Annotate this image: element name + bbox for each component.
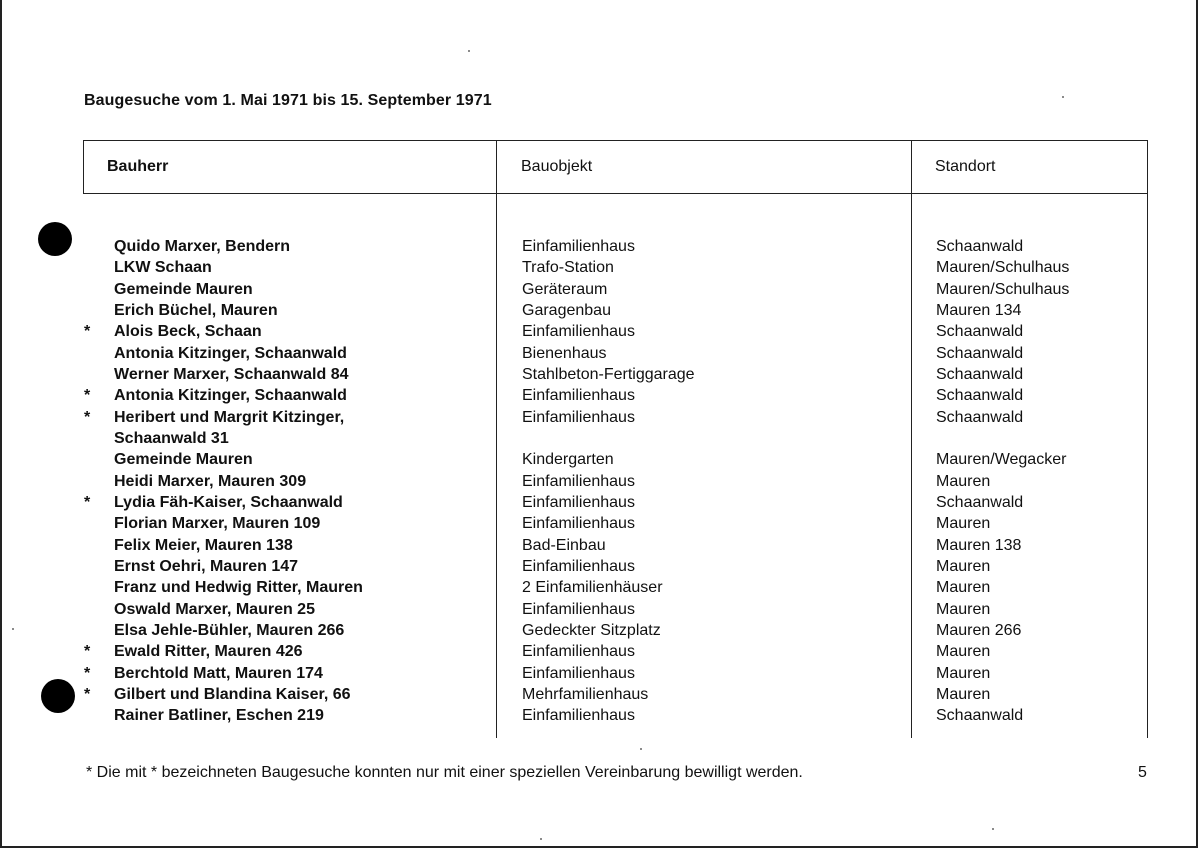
table-row	[98, 535, 498, 556]
standort-cell: Mauren 138	[936, 536, 1022, 554]
scan-speck	[540, 838, 542, 840]
table-row	[936, 364, 1146, 385]
table-row	[98, 620, 498, 641]
table-row	[98, 577, 498, 598]
table-row	[522, 300, 902, 321]
table-row	[522, 684, 902, 705]
table-row	[522, 663, 902, 684]
bauherr-cell: Heribert und Margrit Kitzinger, Schaanwald 31	[114, 408, 345, 447]
table-row	[936, 236, 1146, 257]
bauobjekt-cell: Einfamilienhaus	[522, 600, 635, 618]
standort-cell: Mauren	[936, 664, 991, 682]
table-row	[936, 471, 1146, 492]
table-row	[522, 364, 902, 385]
table-row	[84, 641, 498, 662]
table-row	[522, 620, 902, 641]
scan-speck	[640, 748, 642, 750]
table-row	[522, 556, 902, 577]
table-row	[522, 321, 902, 342]
table-row	[522, 279, 902, 300]
bauherr-cell: Rainer Batliner, Eschen 219	[114, 707, 324, 725]
asterisk-marker: *	[84, 685, 91, 703]
table-row	[936, 556, 1146, 577]
table-row	[98, 513, 498, 534]
table-row	[936, 577, 1146, 598]
bauobjekt-cell: Bienenhaus	[522, 344, 607, 362]
punch-hole-top	[38, 222, 72, 256]
table-row	[936, 599, 1146, 620]
table-row	[936, 641, 1146, 662]
asterisk-marker: *	[84, 664, 91, 682]
table-row	[84, 385, 498, 406]
standort-cell: Mauren	[936, 472, 991, 490]
table-row	[522, 257, 902, 278]
standort-cell: Mauren	[936, 515, 991, 533]
table-row	[522, 449, 902, 470]
table-row	[936, 279, 1146, 300]
bauobjekt-cell: Einfamilienhaus	[522, 557, 635, 575]
column-bauherr	[84, 236, 498, 727]
standort-cell: Mauren 266	[936, 621, 1022, 639]
table-row	[98, 705, 498, 726]
table-row	[936, 663, 1146, 684]
bauobjekt-cell: Einfamilienhaus	[522, 515, 635, 533]
bauobjekt-cell: Einfamilienhaus	[522, 472, 635, 490]
table-row	[522, 471, 902, 492]
table-row	[522, 705, 902, 726]
standort-cell: Schaanwald	[936, 707, 1024, 725]
bauobjekt-cell: Gedeckter Sitzplatz	[522, 621, 661, 639]
standort-cell: Schaanwald	[936, 493, 1024, 511]
table-header-rule	[83, 193, 1148, 194]
table-row	[522, 513, 902, 534]
bauherr-cell: Franz und Hedwig Ritter, Mauren	[114, 579, 363, 597]
asterisk-marker: *	[84, 387, 91, 405]
column-divider-2	[911, 140, 912, 738]
asterisk-marker: *	[84, 408, 91, 426]
bauherr-cell: Gilbert und Blandina Kaiser, 66	[114, 685, 351, 703]
standort-cell: Schaanwald	[936, 323, 1024, 341]
table-row	[98, 599, 498, 620]
bauherr-cell: Erich Büchel, Mauren	[114, 301, 278, 319]
column-standort	[936, 236, 1146, 727]
standort-cell: Mauren	[936, 600, 991, 618]
table-row	[98, 556, 498, 577]
table-row	[936, 300, 1146, 321]
bauobjekt-cell: Geräteraum	[522, 280, 608, 298]
table-row	[522, 385, 902, 406]
standort-cell: Mauren	[936, 557, 991, 575]
bauobjekt-cell: Mehrfamilienhaus	[522, 685, 649, 703]
bauherr-cell: Gemeinde Mauren	[114, 451, 253, 469]
bauherr-cell: Oswald Marxer, Mauren 25	[114, 600, 315, 618]
standort-cell: Mauren	[936, 685, 991, 703]
bauherr-cell: Heidi Marxer, Mauren 309	[114, 472, 307, 490]
column-bauobjekt	[522, 236, 902, 727]
bauobjekt-cell: Einfamilienhaus	[522, 387, 635, 405]
asterisk-marker: *	[84, 493, 91, 511]
table-row	[936, 449, 1146, 470]
bauobjekt-cell: Garagenbau	[522, 301, 611, 319]
standort-cell: Mauren	[936, 643, 991, 661]
bauherr-cell: Elsa Jehle-Bühler, Mauren 266	[114, 621, 345, 639]
standort-cell: Schaanwald	[936, 344, 1024, 362]
table-row	[936, 684, 1146, 705]
table-row	[936, 513, 1146, 534]
bauherr-cell: Ernst Oehri, Mauren 147	[114, 557, 299, 575]
scan-speck	[992, 828, 994, 830]
table-row	[936, 321, 1146, 342]
bauobjekt-cell: Einfamilienhaus	[522, 643, 635, 661]
bauobjekt-cell: Einfamilienhaus	[522, 408, 635, 426]
table-row	[522, 236, 902, 257]
table-row	[522, 577, 902, 598]
punch-hole-bottom	[41, 679, 75, 713]
table-row	[936, 705, 1146, 726]
table-row	[84, 492, 498, 513]
bauobjekt-cell: 2 Einfamilienhäuser	[522, 579, 663, 597]
column-header-bauherr: Bauherr	[107, 158, 169, 175]
table-row	[522, 492, 902, 513]
table-top-rule	[83, 140, 1148, 141]
bauobjekt-cell: Trafo-Station	[522, 259, 614, 277]
table-row	[522, 641, 902, 662]
bauherr-cell: Antonia Kitzinger, Schaanwald	[114, 387, 347, 405]
scan-speck	[1062, 96, 1064, 98]
bauobjekt-cell: Kindergarten	[522, 451, 614, 469]
standort-cell: Mauren	[936, 579, 991, 597]
table-row	[98, 449, 498, 470]
bauherr-cell: Antonia Kitzinger, Schaanwald	[114, 344, 347, 362]
bauobjekt-cell: Bad-Einbau	[522, 536, 606, 554]
bauherr-cell: Gemeinde Mauren	[114, 280, 253, 298]
bauherr-cell: Quido Marxer, Bendern	[114, 238, 291, 255]
table-row	[936, 343, 1146, 364]
bauherr-cell: Alois Beck, Schaan	[114, 323, 262, 341]
table-row	[84, 663, 498, 684]
table-row	[98, 471, 498, 492]
table-row	[936, 407, 1146, 450]
bauherr-cell: Ewald Ritter, Mauren 426	[114, 643, 303, 661]
standort-cell: Schaanwald	[936, 408, 1024, 426]
column-header-standort: Standort	[935, 158, 996, 175]
table-row	[522, 343, 902, 364]
table-row	[936, 535, 1146, 556]
scan-speck	[468, 50, 470, 52]
bauherr-cell: Florian Marxer, Mauren 109	[114, 515, 321, 533]
table-row	[98, 236, 498, 257]
document-title: Baugesuche vom 1. Mai 1971 bis 15. September 1971	[84, 92, 492, 109]
table-row	[522, 535, 902, 556]
asterisk-marker: *	[84, 643, 91, 661]
bauherr-cell: Werner Marxer, Schaanwald 84	[114, 365, 349, 383]
table-row	[936, 492, 1146, 513]
table-row	[936, 257, 1146, 278]
standort-cell: Mauren 134	[936, 301, 1022, 319]
footnote: * Die mit * bezeichneten Baugesuche konnten nur mit einer speziellen Vereinbarung bewilligt werden.	[86, 764, 803, 781]
table-left-rule	[83, 140, 84, 194]
table-row	[936, 385, 1146, 406]
table-row	[98, 300, 498, 321]
standort-cell: Mauren/Wegacker	[936, 451, 1067, 469]
table-row	[84, 684, 498, 705]
column-header-bauobjekt: Bauobjekt	[521, 158, 593, 175]
table-row	[84, 321, 498, 342]
table-row	[98, 364, 498, 385]
table-row	[84, 407, 498, 450]
bauobjekt-cell: Einfamilienhaus	[522, 493, 635, 511]
bauobjekt-cell: Stahlbeton-Fertiggarage	[522, 365, 695, 383]
bauherr-cell: Lydia Fäh-Kaiser, Schaanwald	[114, 493, 343, 511]
asterisk-marker: *	[84, 323, 91, 341]
bauherr-cell: Felix Meier, Mauren 138	[114, 536, 293, 554]
table-row	[522, 599, 902, 620]
table-row	[98, 343, 498, 364]
standort-cell: Schaanwald	[936, 387, 1024, 405]
table-right-rule	[1147, 140, 1148, 738]
standort-cell: Mauren/Schulhaus	[936, 280, 1070, 298]
bauobjekt-cell: Einfamilienhaus	[522, 664, 635, 682]
bauherr-cell: Berchtold Matt, Mauren 174	[114, 664, 323, 682]
standort-cell: Schaanwald	[936, 365, 1024, 383]
table-row	[98, 279, 498, 300]
scan-speck	[12, 628, 14, 630]
bauobjekt-cell: Einfamilienhaus	[522, 707, 635, 725]
standort-cell: Schaanwald	[936, 238, 1024, 255]
bauobjekt-cell: Einfamilienhaus	[522, 238, 635, 255]
standort-cell: Mauren/Schulhaus	[936, 259, 1070, 277]
table-row	[522, 407, 902, 450]
table-row	[98, 257, 498, 278]
bauherr-cell: LKW Schaan	[114, 259, 212, 277]
bauobjekt-cell: Einfamilienhaus	[522, 323, 635, 341]
table-row	[936, 620, 1146, 641]
page-number: 5	[1138, 764, 1147, 781]
